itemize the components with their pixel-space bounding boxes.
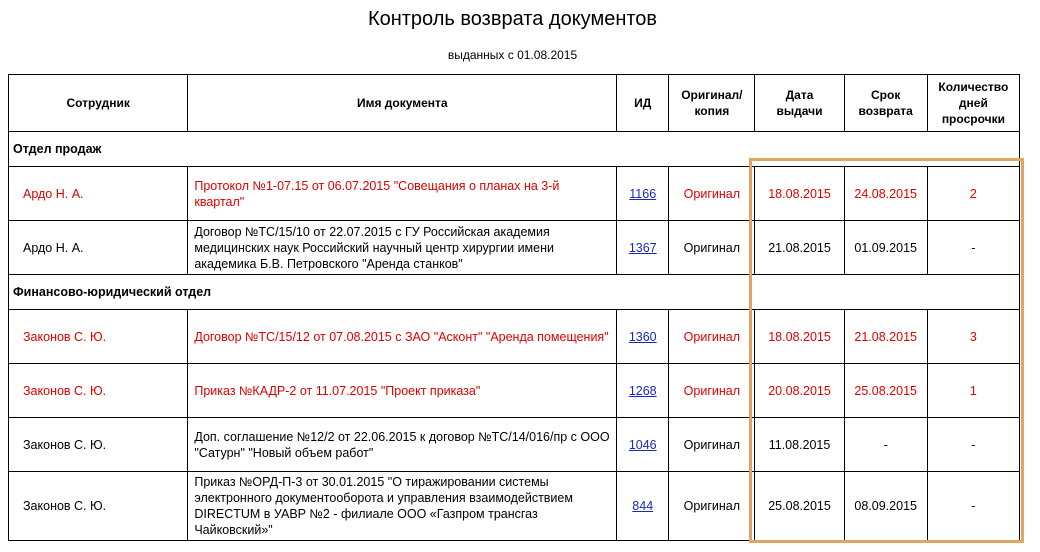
employee-cell: Законов С. Ю. [9,310,188,364]
overdue-days-cell: - [927,472,1019,541]
overdue-days-cell: - [927,221,1019,275]
overdue-days-cell: - [927,418,1019,472]
id-cell [617,364,669,418]
due-date-cell: 24.08.2015 [844,167,927,221]
original-cell: Оригинал [669,418,755,472]
document-name-cell: Приказ №ОРД-П-3 от 30.01.2015 "О тиражировании системы электронного документооборота и управления взаимодействием DIRECTUM в УАВР №2 - филиале ООО «Газпром трансгаз Чайковский»" [188,472,617,541]
document-id-link[interactable]: 1268 [628,383,657,398]
document-id-link[interactable]: 1046 [628,437,657,452]
employee-cell: Законов С. Ю. [9,418,188,472]
report-title: Контроль возврата документов [367,8,658,30]
document-name-cell: Приказ №КАДР-2 от 11.07.2015 "Проект приказа" [188,364,617,418]
table-row [9,418,1020,472]
employee-cell: Законов С. Ю. [9,472,188,541]
original-cell: Оригинал [669,364,755,418]
issue-date-cell: 20.08.2015 [755,364,844,418]
employee-cell: Ардо Н. А. [9,167,188,221]
due-date-cell: 08.09.2015 [844,472,927,541]
issue-date-cell: 18.08.2015 [755,310,844,364]
original-cell: Оригинал [669,310,755,364]
due-date-cell: - [844,418,927,472]
original-cell: Оригинал [669,167,755,221]
col-header-original: Оригинал/ копия [669,75,755,132]
col-header-id: ИД [617,75,669,132]
group-row [9,275,1020,310]
document-return-table [8,74,1020,541]
col-header-employee: Сотрудник [9,75,188,132]
table-row [9,364,1020,418]
document-name-cell: Доп. соглашение №12/2 от 22.06.2015 к договор №TC/14/016/пр с ООО "Сатурн" "Новый объем работ" [188,418,617,472]
table-row [9,472,1020,541]
col-header-due-date: Срок возврата [844,75,927,132]
issue-date-cell: 11.08.2015 [755,418,844,472]
document-name-cell: Договор №TC/15/10 от 22.07.2015 с ГУ Российская академия медицинских наук Российский научный центр хирургии имени академика Б.В. Петровского "Аренда станков" [188,221,617,275]
report-subtitle: выданных с 01.08.2015 [447,48,578,62]
employee-cell: Ардо Н. А. [9,221,188,275]
due-date-cell: 01.09.2015 [844,221,927,275]
table-row [9,167,1020,221]
document-id-link[interactable]: 1360 [628,329,657,344]
table-row [9,310,1020,364]
table-header-row [9,75,1020,132]
id-cell [617,418,669,472]
document-id-link[interactable]: 1166 [629,186,657,201]
id-cell [617,221,669,275]
overdue-days-cell: 2 [927,167,1019,221]
document-name-cell: Договор №TC/15/12 от 07.08.2015 с ЗАО "Асконт" "Аренда помещения" [188,310,617,364]
document-id-link[interactable]: 1367 [628,240,657,255]
col-header-issue-date: Дата выдачи [755,75,844,132]
original-cell: Оригинал [669,472,755,541]
issue-date-cell: 18.08.2015 [755,167,844,221]
overdue-days-cell: 1 [927,364,1019,418]
group-name: Отдел продаж [9,132,1020,167]
document-id-link[interactable]: 844 [632,499,654,513]
id-cell [617,167,669,221]
group-row [9,132,1020,167]
id-cell [617,310,669,364]
col-header-overdue-days: Количество дней просрочки [927,75,1019,132]
original-cell: Оригинал [669,221,755,275]
col-header-document: Имя документа [188,75,617,132]
due-date-cell: 25.08.2015 [844,364,927,418]
employee-cell: Законов С. Ю. [9,364,188,418]
table-row [9,221,1020,275]
issue-date-cell: 25.08.2015 [755,472,844,541]
issue-date-cell: 21.08.2015 [755,221,844,275]
overdue-days-cell: 3 [927,310,1019,364]
id-cell [617,472,669,541]
group-name: Финансово-юридический отдел [9,275,1020,310]
document-name-cell: Протокол №1-07.15 от 06.07.2015 "Совещания о планах на 3-й квартал" [188,167,617,221]
due-date-cell: 21.08.2015 [844,310,927,364]
